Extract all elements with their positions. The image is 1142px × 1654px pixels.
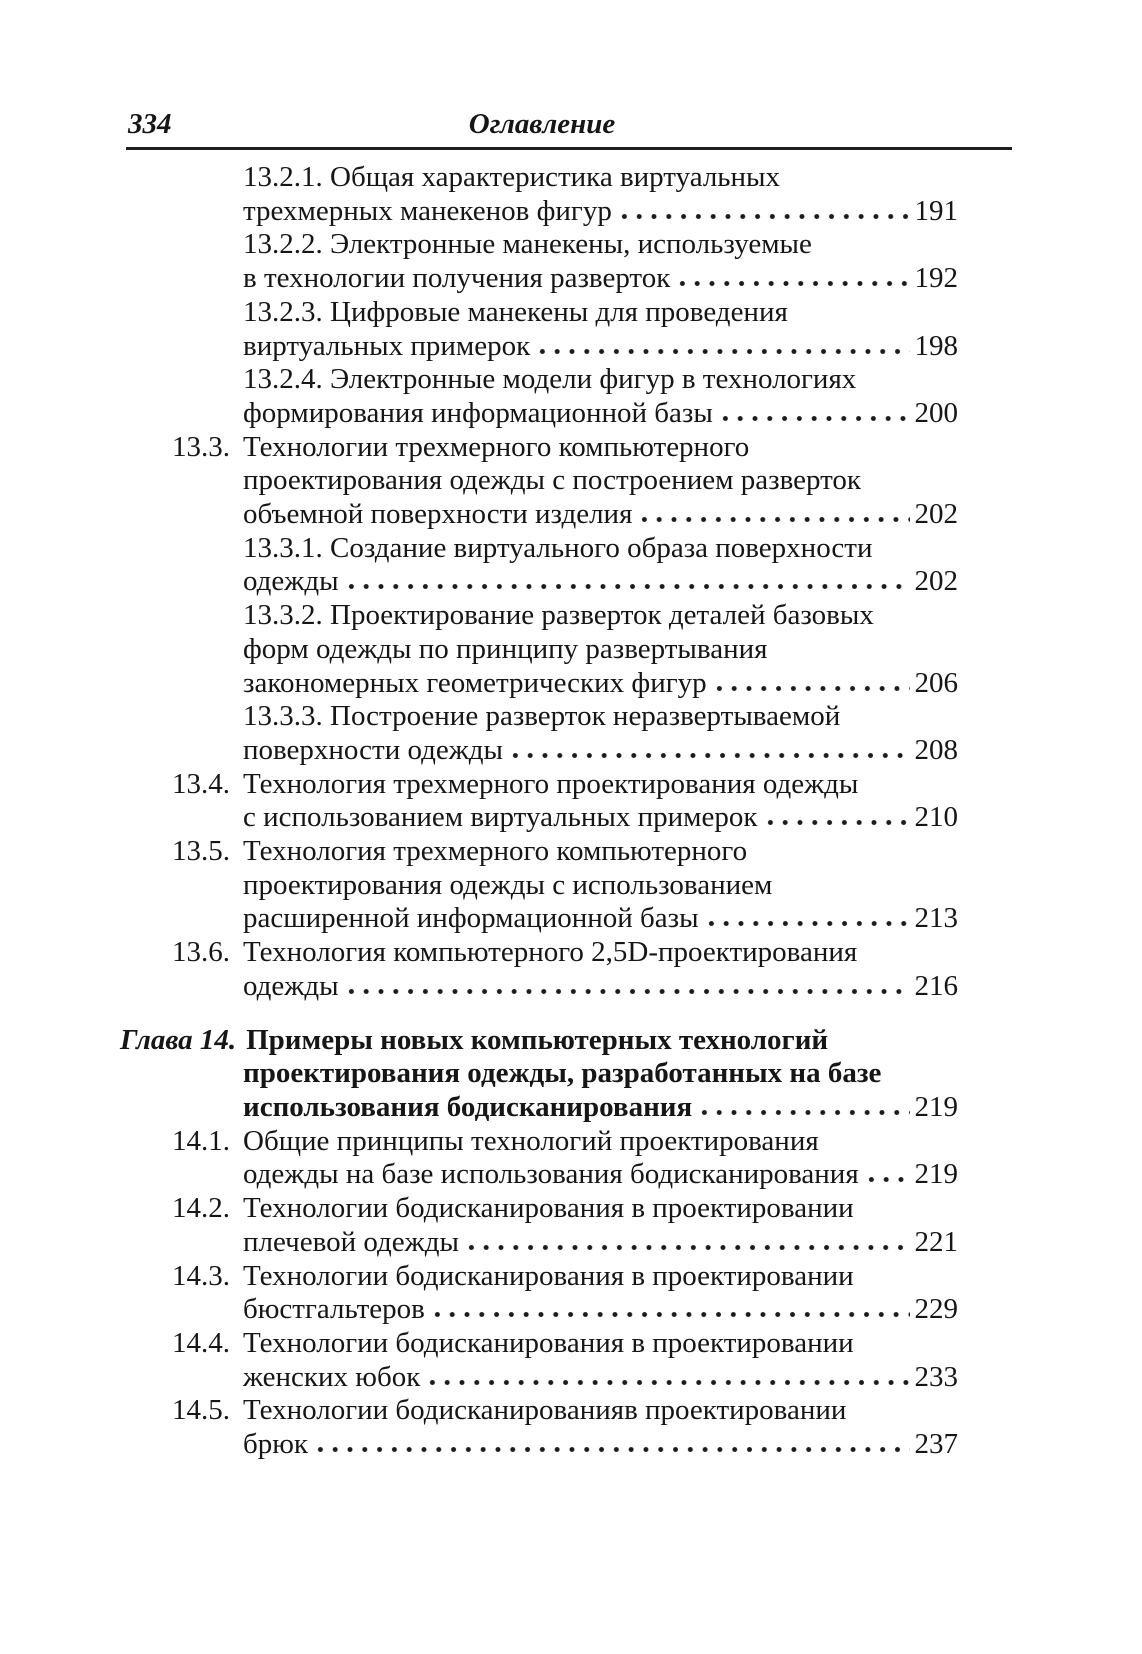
toc-line (120, 734, 958, 768)
entry-text: проектирования одежды, разработанных на базе (243, 1057, 882, 1090)
entry-number: 14.2. (172, 1192, 230, 1225)
toc-line (120, 1057, 958, 1091)
toc-line (120, 801, 958, 835)
entry-text: виртуальных примерок (243, 329, 531, 362)
toc-entry (120, 1260, 958, 1327)
toc-line (120, 936, 958, 970)
toc-line (120, 869, 958, 903)
toc-line (120, 1428, 958, 1462)
entry-text: 13.2.4. Электронные модели фигур в технологиях (243, 363, 857, 396)
toc-entry (120, 431, 958, 532)
toc-entry (120, 1327, 958, 1394)
toc-line (120, 1327, 958, 1361)
toc-line (120, 262, 958, 296)
dot-leader (712, 685, 910, 692)
entry-page-number: 202 (914, 498, 958, 531)
dot-leader (697, 1109, 909, 1116)
toc-line (120, 330, 958, 364)
entry-page-number: 221 (914, 1225, 958, 1258)
toc-line (120, 835, 958, 869)
entry-text: одежды на базе использования бодисканирования (243, 1158, 859, 1191)
entry-number: 14.3. (172, 1259, 230, 1292)
entry-number: 13.6. (172, 936, 230, 969)
header-row (126, 106, 1012, 144)
toc-line (120, 667, 958, 701)
toc-entry (120, 532, 958, 599)
toc-entry (120, 1192, 958, 1259)
toc-line (120, 1260, 958, 1294)
toc-line (120, 565, 958, 599)
entry-page-number: 237 (914, 1428, 958, 1461)
entry-text: бюстгальтеров (243, 1293, 425, 1326)
header-rule (126, 147, 1012, 150)
toc-line (120, 1361, 958, 1395)
entry-text: расширенной информационной базы (243, 902, 699, 935)
toc-entry (120, 363, 958, 430)
toc-line (120, 363, 958, 397)
toc-chapter-entry (120, 1024, 958, 1125)
dot-leader (675, 280, 909, 287)
toc-line (120, 970, 958, 1004)
entry-text: женских юбок (243, 1360, 421, 1393)
entry-text: закономерных геометрических фигур (243, 666, 707, 699)
entry-text: одежды (243, 565, 339, 598)
dot-leader (718, 415, 910, 422)
entry-page-number: 219 (914, 1158, 958, 1191)
toc-entry (120, 835, 958, 936)
entry-text: Технологии бодисканирования в проектировании (243, 1259, 854, 1292)
entry-page-number: 202 (914, 565, 958, 598)
dot-leader (425, 1379, 909, 1386)
entry-page-number: 192 (914, 262, 958, 295)
toc-line (120, 498, 958, 532)
entry-text: плечевой одежды (243, 1225, 459, 1258)
dot-leader (535, 348, 909, 355)
toc-line (120, 1158, 958, 1192)
entry-text: Общие принципы технологий проектирования (243, 1124, 819, 1157)
entry-text: 13.3.2. Проектирование разверток деталей базовых (243, 599, 874, 632)
entry-page-number: 213 (914, 902, 958, 935)
toc-line (120, 1091, 958, 1125)
entry-page-number: 206 (914, 666, 958, 699)
entry-page-number: 216 (914, 969, 958, 1002)
page-header (126, 106, 1012, 150)
toc-line (120, 768, 958, 802)
dot-leader (617, 213, 910, 220)
entry-text: 13.3.3. Построение разверток неразвертываемой (243, 700, 841, 733)
toc-entry (120, 700, 958, 767)
toc-line (120, 902, 958, 936)
entry-text: форм одежды по принципу развертывания (243, 632, 768, 665)
entry-text: использования бодисканирования (243, 1090, 693, 1123)
entry-text: трехмерных манекенов фигур (243, 194, 612, 227)
entry-page-number: 208 (914, 733, 958, 766)
toc-entry (120, 296, 958, 363)
toc-line (120, 599, 958, 633)
toc-line (120, 1226, 958, 1260)
entry-text: 13.2.1. Общая характеристика виртуальных (243, 161, 781, 193)
entry-page-number: 219 (914, 1090, 958, 1123)
entry-number: 13.4. (172, 767, 230, 800)
page-title: Оглавление (468, 108, 616, 140)
toc-line (120, 532, 958, 566)
entry-text: Технология трехмерного компьютерного (243, 835, 748, 868)
toc-line (120, 431, 958, 465)
toc-line (120, 161, 958, 195)
entry-text: Технологии бодисканирования в проектировании (243, 1326, 854, 1359)
toc-line (120, 464, 958, 498)
entry-text: поверхности одежды (243, 733, 504, 766)
dot-leader (763, 819, 910, 826)
entry-text: проектирования одежды с использованием (243, 868, 773, 901)
entry-text: 13.3.1. Создание виртуального образа поверхности (243, 531, 873, 564)
toc-line (120, 1125, 958, 1159)
entry-text: брюк (243, 1428, 309, 1461)
dot-leader (430, 1311, 910, 1318)
entry-number: Глава 14. (120, 1023, 237, 1056)
entry-page-number: 200 (914, 396, 958, 429)
entry-page-number: 229 (914, 1293, 958, 1326)
entry-text: Технологии трехмерного компьютерного (243, 430, 750, 463)
toc-line (120, 1024, 958, 1058)
entry-number: 14.4. (172, 1326, 230, 1359)
dot-leader (344, 583, 910, 590)
entry-text: 13.2.3. Цифровые манекены для проведения (243, 295, 788, 328)
folio-page-number: 334 (128, 108, 172, 140)
toc-line (120, 228, 958, 262)
toc-list (120, 161, 958, 1462)
dot-leader (508, 752, 909, 759)
toc-line (120, 1192, 958, 1226)
dot-leader (313, 1446, 909, 1453)
toc-line (120, 1293, 958, 1327)
dot-leader (464, 1244, 910, 1251)
entry-page-number: 191 (914, 194, 958, 227)
entry-number: 13.5. (172, 835, 230, 868)
dot-leader (344, 988, 910, 995)
toc-entry (120, 936, 958, 1003)
entry-page-number: 233 (914, 1360, 958, 1393)
dot-leader (704, 920, 910, 927)
dot-leader (864, 1176, 910, 1183)
toc-line (120, 700, 958, 734)
toc-entry (120, 768, 958, 835)
entry-text: Технология трехмерного проектирования одежды (243, 767, 859, 800)
toc-entry (120, 1125, 958, 1192)
toc-line (120, 397, 958, 431)
toc-entry (120, 599, 958, 700)
entry-text: в технологии получения разверток (243, 262, 671, 295)
entry-page-number: 210 (914, 801, 958, 834)
toc-line (120, 195, 958, 229)
entry-text: Технология компьютерного 2,5D-проектирования (243, 936, 858, 969)
entry-number: 14.1. (172, 1124, 230, 1157)
entry-text: объемной поверхности изделия (243, 498, 633, 531)
toc-entry (120, 161, 958, 228)
toc-entry (120, 228, 958, 295)
toc-line (120, 296, 958, 330)
entry-text: 13.2.2. Электронные манекены, используемые (243, 228, 812, 261)
entry-text: формирования информационной базы (243, 396, 713, 429)
entry-page-number: 198 (914, 329, 958, 362)
entry-text: Технологии бодисканирования в проектировании (243, 1192, 854, 1225)
dot-leader (637, 516, 909, 523)
entry-number: 14.5. (172, 1394, 230, 1427)
entry-text: Технологии бодисканированияв проектировании (243, 1394, 847, 1427)
entry-text: Примеры новых компьютерных технологий (246, 1023, 829, 1056)
entry-number: 13.3. (172, 430, 230, 463)
entry-text: одежды (243, 969, 339, 1002)
toc-entry (120, 1394, 958, 1461)
toc-line (120, 633, 958, 667)
entry-text: проектирования одежды с построением разверток (243, 464, 861, 497)
toc-line (120, 1394, 958, 1428)
entry-text: с использованием виртуальных примерок (243, 801, 758, 834)
